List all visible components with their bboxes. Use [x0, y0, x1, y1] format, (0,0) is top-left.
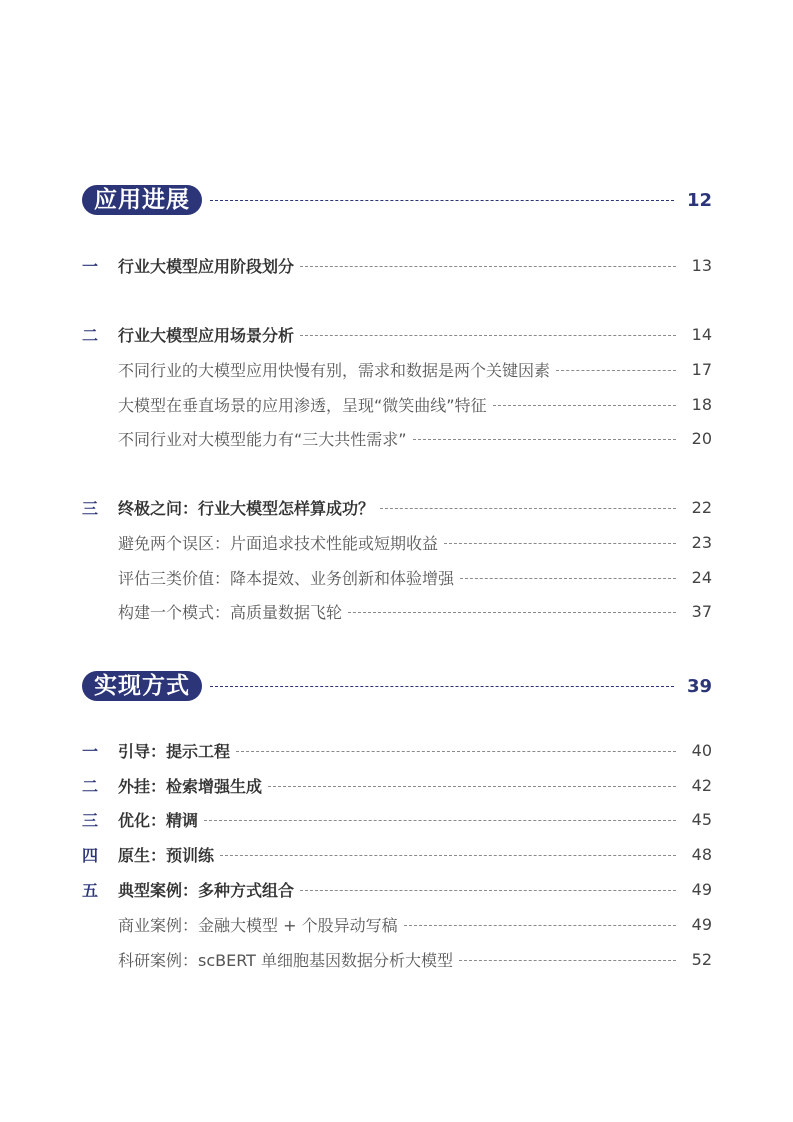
toc-entry[interactable]	[82, 842, 712, 866]
section-page-number: 39	[686, 675, 712, 697]
entry-page-number: 40	[691, 740, 712, 760]
entry-page-number: 24	[691, 567, 712, 587]
dot-leader	[556, 370, 676, 371]
dot-leader	[220, 855, 676, 856]
entry-number: 三	[82, 810, 99, 830]
entry-page-number: 49	[691, 914, 712, 934]
entry-title: 行业大模型应用场景分析	[118, 325, 295, 345]
entry-page-number: 23	[691, 532, 712, 552]
dot-leader	[460, 578, 676, 579]
dot-leader	[380, 508, 676, 509]
entry-title: 终极之问：行业大模型怎样算成功？	[118, 498, 375, 518]
toc-subentry[interactable]	[118, 357, 712, 381]
toc-entry[interactable]	[82, 495, 712, 519]
entry-page-number: 48	[691, 844, 712, 864]
entry-page-number: 49	[691, 879, 712, 899]
dot-leader	[268, 786, 676, 787]
entry-page-number: 37	[691, 601, 712, 621]
section-heading[interactable]	[82, 670, 712, 702]
entry-title: 优化：精调	[118, 810, 199, 830]
entry-title: 构建一个模式：高质量数据飞轮	[118, 602, 343, 622]
entry-number: 一	[82, 256, 99, 276]
section-title: 应用进展	[82, 185, 202, 215]
dot-leader	[236, 751, 676, 752]
dot-leader	[404, 925, 676, 926]
entry-number: 二	[82, 776, 99, 796]
toc-entry[interactable]	[82, 807, 712, 831]
entry-page-number: 17	[691, 359, 712, 379]
entry-title: 大模型在垂直场景的应用渗透，呈现“微笑曲线”特征	[118, 395, 487, 415]
entry-number: 三	[82, 498, 99, 518]
dot-leader	[210, 200, 674, 201]
toc-entry[interactable]	[82, 738, 712, 762]
dot-leader	[300, 335, 676, 336]
entry-page-number: 45	[691, 809, 712, 829]
entry-title: 不同行业对大模型能力有“三大共性需求”	[118, 429, 407, 449]
dot-leader	[210, 686, 674, 687]
dot-leader	[444, 543, 676, 544]
toc-entry[interactable]	[82, 877, 712, 901]
entry-page-number: 52	[691, 949, 712, 969]
toc-subentry[interactable]	[118, 565, 712, 589]
entry-page-number: 42	[691, 775, 712, 795]
entry-title: 原生：预训练	[118, 845, 215, 865]
entry-title: 科研案例：scBERT 单细胞基因数据分析大模型	[118, 950, 454, 970]
dot-leader	[348, 612, 676, 613]
section-title: 实现方式	[82, 671, 202, 701]
toc-entry[interactable]	[82, 773, 712, 797]
dot-leader	[204, 820, 676, 821]
entry-number: 四	[82, 845, 99, 865]
entry-title: 引导：提示工程	[118, 741, 231, 761]
toc-entry[interactable]	[82, 322, 712, 346]
section-heading[interactable]	[82, 184, 712, 216]
dot-leader	[459, 960, 676, 961]
entry-title: 评估三类价值：降本提效、业务创新和体验增强	[118, 568, 455, 588]
dot-leader	[413, 439, 676, 440]
entry-title: 典型案例：多种方式组合	[118, 880, 295, 900]
entry-page-number: 20	[691, 428, 712, 448]
section-page-number: 12	[686, 189, 712, 211]
entry-number: 五	[82, 880, 99, 900]
entry-page-number: 22	[691, 497, 712, 517]
entry-number: 一	[82, 741, 99, 761]
toc-subentry[interactable]	[118, 392, 712, 416]
dot-leader	[300, 266, 676, 267]
entry-title: 避免两个误区：片面追求技术性能或短期收益	[118, 533, 439, 553]
entry-number: 二	[82, 325, 99, 345]
toc-subentry[interactable]	[118, 530, 712, 554]
toc-subentry[interactable]	[118, 426, 712, 450]
toc-subentry[interactable]	[118, 599, 712, 623]
toc-entry[interactable]	[82, 253, 712, 277]
entry-title: 行业大模型应用阶段划分	[118, 256, 295, 276]
entry-title: 外挂：检索增强生成	[118, 776, 263, 796]
dot-leader	[300, 890, 676, 891]
toc-subentry[interactable]	[118, 947, 712, 971]
entry-page-number: 14	[691, 324, 712, 344]
toc-subentry[interactable]	[118, 912, 712, 936]
entry-page-number: 18	[691, 394, 712, 414]
entry-page-number: 13	[691, 255, 712, 275]
dot-leader	[493, 405, 676, 406]
entry-title: 商业案例：金融大模型 + 个股异动写稿	[118, 915, 398, 935]
entry-title: 不同行业的大模型应用快慢有别，需求和数据是两个关键因素	[118, 360, 551, 380]
